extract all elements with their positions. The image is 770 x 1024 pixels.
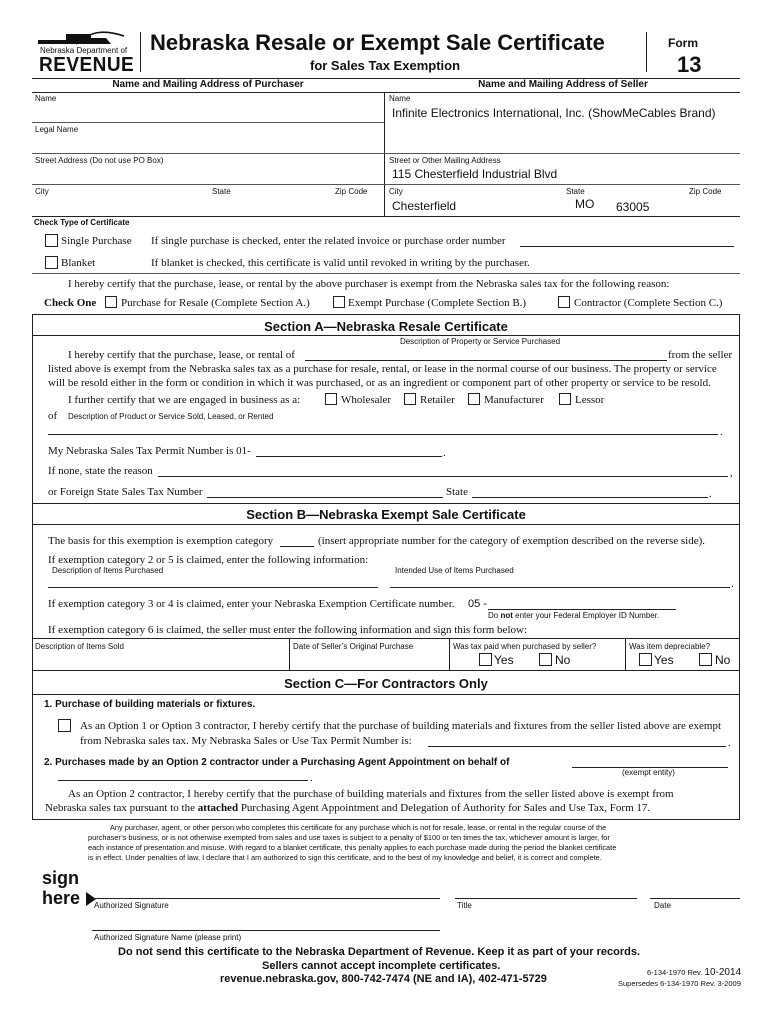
depreciable-label: Was item depreciable? [629,642,711,651]
blanket-label: Blanket [61,257,96,269]
blanket-text: If blanket is checked, this certificate is valid until revoked in writing by the purchaser. [151,257,530,269]
single-purchase-label: Single Purchase [61,235,132,247]
tax-paid-no-label: No [555,653,571,667]
item1-line1: As an Option 1 or Option 3 contractor, I hereby certify that the purchase of building materials and fixtures from the seller listed above are exempt [80,720,722,732]
purchaser-heading: Name and Mailing Address of Purchaser [112,79,304,90]
blanket-checkbox[interactable] [45,256,58,269]
exemption-cert-prefix: 05 - [468,598,487,610]
title-label: Title [457,901,472,910]
revenue-logo-text: REVENUE [39,54,135,76]
lessor-label: Lessor [575,394,605,406]
tax-paid-label: Was tax paid when purchased by seller? [453,642,597,651]
cert-type-heading: Check Type of Certificate [34,218,130,227]
seller-state-value[interactable]: MO [575,197,595,211]
purchaser-city-label: City [35,187,49,196]
date-field[interactable] [650,898,740,899]
none-reason-label: If none, state the reason [48,465,153,477]
items-purchased-field[interactable] [48,587,378,588]
purchaser-name-label: Name [35,94,57,103]
tax-paid-no-checkbox[interactable] [539,653,552,666]
contractor-permit-field[interactable] [428,746,726,747]
title-field[interactable] [455,898,637,899]
purchaser-legal-name-field[interactable] [34,134,380,152]
foreign-state-field[interactable] [472,497,708,498]
item1-heading: 1. Purchase of building materials or fixtures. [44,699,256,710]
original-purchase-date-label: Date of Seller’s Original Purchase [293,642,414,651]
none-reason-field[interactable] [158,476,728,477]
purchaser-state-label: State [212,187,231,196]
foreign-tax-label: or Foreign State Sales Tax Number [48,486,203,498]
foreign-tax-field[interactable] [207,497,443,498]
exemption-category-field[interactable] [280,546,314,547]
items-purchased-label: Description of Items Purchased [52,566,164,575]
seller-name-label: Name [389,94,411,103]
retailer-label: Retailer [420,394,455,406]
exemption-basis-end: (insert appropriate number for the category of exemption described on the reverse side). [318,535,705,547]
seller-name-value[interactable]: Infinite Electronics International, Inc. (ShowMeCables Brand) [392,106,716,120]
section-c-title: Section C—For Contractors Only [284,676,488,691]
footer-line2: Sellers cannot accept incomplete certificates. [262,960,501,972]
category-3-4-text: If exemption category 3 or 4 is claimed, enter your Nebraska Exemption Certificate number. [48,598,455,610]
contractor-checkbox[interactable] [558,296,570,308]
product-description-label: Description of Product or Service Sold, Leased, or Rented [68,412,274,421]
form-label: Form [668,36,698,50]
tax-paid-yes-checkbox[interactable] [479,653,492,666]
seller-state-label: State [566,187,585,196]
resale-checkbox[interactable] [105,296,117,308]
seller-zip-label: Zip Code [689,187,722,196]
footer-contact: revenue.nebraska.gov, 800-742-7474 (NE and IA), 402-471-5729 [220,973,547,985]
section-b-title: Section B—Nebraska Exempt Sale Certificate [246,507,526,522]
exempt-option-label: Exempt Purchase (Complete Section B.) [348,297,527,309]
seller-city-label: City [389,187,403,196]
of-label: of [48,410,58,422]
printed-name-label: Authorized Signature Name (please print) [94,933,242,942]
exempt-entity-label: (exempt entity) [622,768,675,777]
seller-heading: Name and Mailing Address of Seller [478,79,648,90]
foreign-state-label: State [446,486,468,498]
wholesaler-checkbox[interactable] [325,393,337,405]
option1-contractor-checkbox[interactable] [58,719,71,732]
section-a-line1-end: from the seller [668,349,733,361]
business-type-text: I further certify that we are engaged in business as a: [68,394,301,406]
section-a-line2: listed above is exempt from the Nebraska sales tax as a purchase for resale, rental, or lease in the normal course of our business. The property or service [48,363,717,375]
seller-zip-value[interactable]: 63005 [616,200,650,214]
manufacturer-label: Manufacturer [484,394,544,406]
single-purchase-checkbox[interactable] [45,234,58,247]
depreciable-no-label: No [715,653,731,667]
seller-city-value[interactable]: Chesterfield [392,199,457,213]
footer-line1: Do not send this certificate to the Nebraska Department of Revenue. Keep it as part of your records. [118,946,641,958]
contractor-option-label: Contractor (Complete Section C.) [574,297,723,309]
retailer-checkbox[interactable] [404,393,416,405]
depreciable-no-checkbox[interactable] [699,653,712,666]
seller-street-label: Street or Other Mailing Address [389,156,501,165]
penalty-line1: Any purchaser, agent, or other person who completes this certificate for any purchase which is not for resale, lease, or rental in the regular course of the [110,823,607,832]
permit-number-field[interactable] [256,456,442,457]
form-number: 13 [677,52,702,77]
check-one-label: Check One [44,297,97,309]
penalty-line4: is in effect. Under penalties of law, I declare that I am authorized to sign this certificate, and to the best of my knowledge and belief, it is correct and complete. [88,853,602,862]
resale-option-label: Purchase for Resale (Complete Section A.) [121,297,310,309]
here-label: here [42,888,81,908]
intended-use-label: Intended Use of Items Purchased [395,566,514,575]
tax-paid-yes-label: Yes [494,653,514,667]
item2-heading: 2. Purchases made by an Option 2 contractor under a Purchasing Agent Appointment on behalf of [44,757,510,768]
seller-street-value[interactable]: 115 Chesterfield Industrial Blvd [392,167,558,181]
lessor-checkbox[interactable] [559,393,571,405]
printed-name-field[interactable] [92,930,440,931]
items-sold-label: Description of Items Sold [35,642,124,651]
fein-note: Do not enter your Federal Employer ID Number. [488,611,660,620]
intended-use-field[interactable] [390,587,730,588]
penalty-line2: purchaser’s business, or is not otherwise exempted from sales and use taxes is subject to a penalty of $100 or ten times the tax, whichever amount is larger, for [88,833,610,842]
item2-line2: Nebraska sales tax pursuant to the attached Purchasing Agent Appointment and Delegation of Authority for Sales and Use Tax, Form 17. [45,802,651,814]
authorized-signature-field[interactable] [92,898,440,899]
dept-line: Nebraska Department of [40,46,128,55]
purchaser-name-field[interactable] [34,104,380,122]
wholesaler-label: Wholesaler [341,394,392,406]
purchaser-street-label: Street Address (Do not use PO Box) [35,156,164,165]
exempt-checkbox[interactable] [333,296,345,308]
manufacturer-checkbox[interactable] [468,393,480,405]
supersedes-note: Supersedes 6-134-1970 Rev. 3-2009 [618,979,741,988]
form-id: 6-134-1970 Rev. 10-2014 [647,967,742,978]
depreciable-yes-label: Yes [654,653,674,667]
page-title: Nebraska Resale or Exempt Sale Certificate [150,30,605,55]
exemption-basis-label: The basis for this exemption is exemption category [48,535,274,547]
invoice-number-field[interactable] [520,246,734,247]
exempt-entity-field-2[interactable] [58,780,308,781]
depreciable-yes-checkbox[interactable] [639,653,652,666]
purchaser-legal-name-label: Legal Name [35,125,79,134]
single-purchase-text: If single purchase is checked, enter the related invoice or purchase order number [151,235,506,247]
authorized-signature-label: Authorized Signature [94,901,169,910]
item1-line2: from Nebraska sales tax. My Nebraska Sales or Use Tax Permit Number is: [80,735,412,747]
date-label: Date [654,901,671,910]
exemption-cert-field[interactable] [488,609,676,610]
sign-label: sign [42,868,80,888]
property-description-field[interactable] [305,360,667,361]
purchaser-city-field[interactable] [34,197,380,215]
purchaser-zip-label: Zip Code [335,187,368,196]
section-a-line3: will be resold either in the form or condition in which it was purchased, or as an ingredient or component part of other property or service to be resold. [48,377,711,389]
property-description-label: Description of Property or Service Purchased [399,337,561,346]
section-a-title: Section A—Nebraska Resale Certificate [264,319,508,334]
section-a-line1: I hereby certify that the purchase, lease, or rental of [68,349,295,361]
purchaser-street-field[interactable] [34,166,380,184]
certify-text: I hereby certify that the purchase, lease, or rental by the above purchaser is exempt from the Nebraska sales tax for the following reason: [68,278,670,290]
penalty-line3: each instance of presentation and misuse. With regard to a blanket certificate, this penalty applies to each purchase made during the period the blanket certificate [88,843,617,852]
permit-number-label: My Nebraska Sales Tax Permit Number is 01- [48,445,251,457]
category-2-5-text: If exemption category 2 or 5 is claimed, enter the following information: [48,554,369,566]
item2-line1: As an Option 2 contractor, I hereby certify that the purchase of building materials and fixtures from the seller listed above is exempt from [68,788,674,800]
category-6-text: If exemption category 6 is claimed, the seller must enter the following information and sign this form below: [48,624,527,636]
product-description-field[interactable] [48,434,718,435]
page-subtitle: for Sales Tax Exemption [309,58,461,73]
